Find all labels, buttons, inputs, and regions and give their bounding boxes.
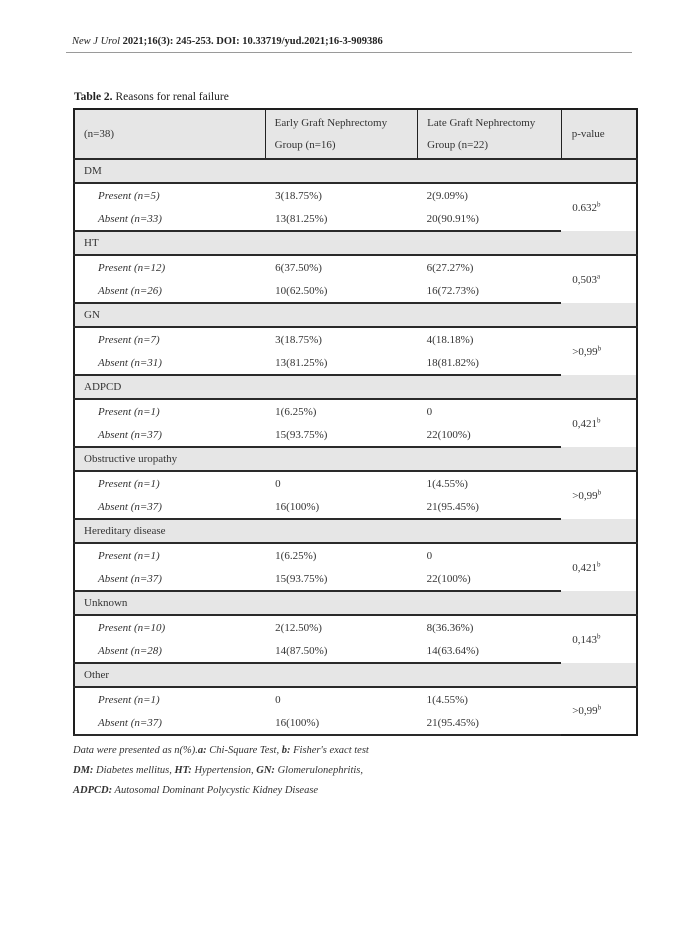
present-label: Present (n=1) [74, 471, 265, 495]
abbr-dm-key: DM: [73, 765, 94, 776]
table-footnotes [73, 741, 369, 801]
absent-label: Absent (n=37) [74, 495, 265, 519]
absent-late-value: 18(81.82%) [418, 351, 562, 375]
absent-row [74, 567, 637, 591]
present-early-value: 3(18.75%) [275, 189, 322, 202]
absent-row [74, 711, 637, 735]
abbr-adpcd-value: Autosomal Dominant Polycystic Kidney Disease [112, 785, 319, 796]
p-value-cell [561, 255, 637, 303]
footnote-line-1 [73, 741, 369, 761]
footnote-b-value: Fisher's exact test [290, 745, 369, 756]
absent-late-value: 21(95.45%) [418, 711, 562, 735]
absent-early-value: 14(87.50%) [265, 639, 417, 663]
present-row [74, 687, 637, 711]
category-label: ADPCD [74, 375, 637, 399]
absent-label: Absent (n=33) [74, 207, 265, 231]
absent-row [74, 279, 637, 303]
present-early-value: 6(37.50%) [275, 261, 322, 274]
absent-late-value: 14(63.64%) [418, 639, 562, 663]
present-row [74, 543, 637, 567]
category-row [74, 303, 637, 327]
absent-early-value: 16(100%) [265, 711, 417, 735]
category-label: HT [74, 231, 637, 255]
abbr-ht-value: Hypertension, [191, 765, 257, 776]
abbr-gn-value: Glomerulonephritis, [274, 765, 364, 776]
absent-label: Absent (n=37) [74, 711, 265, 735]
p-value-cell [561, 471, 637, 519]
footnote-b-key: b: [281, 745, 291, 756]
category-row [74, 159, 637, 183]
p-value: 0,503 [572, 273, 597, 286]
journal-name: New J Urol [72, 36, 121, 47]
p-value: 0,421 [572, 417, 597, 430]
footnote-line-2 [73, 761, 369, 781]
absent-label: Absent (n=37) [74, 423, 265, 447]
absent-early-value: 13(81.25%) [265, 207, 417, 231]
category-row [74, 231, 637, 255]
present-early-value: 0 [275, 693, 281, 706]
p-value: 0.632 [572, 201, 597, 214]
present-late-value: 0 [426, 549, 433, 562]
present-row [74, 399, 637, 423]
present-row [74, 327, 637, 351]
category-label: GN [74, 303, 637, 327]
header-cohort: (n=38) [74, 109, 265, 159]
absent-late-value: 22(100%) [418, 423, 562, 447]
present-late-value: 1(4.55%) [426, 693, 468, 706]
p-value-cell [561, 327, 637, 375]
running-head [72, 36, 383, 47]
present-early-value: 1(6.25%) [275, 549, 317, 562]
present-label: Present (n=10) [74, 615, 265, 639]
header-divider [66, 52, 632, 53]
absent-early-value: 15(93.75%) [265, 567, 417, 591]
citation: 2021;16(3): 245-253. DOI: 10.33719/yud.2021;16-3-909386 [122, 36, 383, 47]
p-value-test-marker: b [596, 631, 601, 640]
header-late-group [418, 109, 562, 159]
absent-row [74, 495, 637, 519]
p-value: >0,99 [572, 705, 598, 717]
present-row [74, 471, 637, 495]
present-late-value: 0 [426, 405, 433, 418]
category-label: Other [74, 663, 637, 687]
category-row [74, 375, 637, 399]
present-late-value: 1(4.55%) [426, 477, 468, 490]
header-late-line1: Late Graft Nephrectomy [427, 117, 536, 129]
absent-label: Absent (n=37) [74, 567, 265, 591]
p-value-cell [561, 183, 637, 231]
p-value: >0,99 [572, 489, 598, 502]
footnote-a-value: Chi-Square Test, [206, 745, 282, 756]
p-value-cell [561, 687, 637, 735]
reasons-table [73, 108, 638, 736]
p-value: >0,99 [572, 345, 598, 358]
absent-label: Absent (n=28) [74, 639, 265, 663]
absent-row [74, 639, 637, 663]
absent-late-value: 20(90.91%) [418, 207, 562, 231]
present-late-value: 6(27.27%) [426, 261, 474, 274]
absent-label: Absent (n=31) [74, 351, 265, 375]
table-caption [74, 91, 229, 103]
present-label: Present (n=5) [74, 183, 265, 207]
absent-row [74, 207, 637, 231]
footnote-data-presentation: Data were presented as n(%). [73, 745, 198, 756]
present-row [74, 255, 637, 279]
present-label: Present (n=7) [74, 327, 265, 351]
p-value-test-marker: b [596, 559, 601, 568]
present-late-value: 2(9.09%) [426, 189, 468, 202]
absent-row [74, 423, 637, 447]
abbr-dm-value: Diabetes mellitus, [93, 765, 175, 776]
category-label: Unknown [74, 591, 637, 615]
present-late-value: 8(36.36%) [426, 621, 474, 634]
header-early-line2: Group (n=16) [274, 139, 336, 151]
table-label: Table 2. [74, 91, 113, 103]
p-value-test-marker: a [596, 271, 601, 280]
present-label: Present (n=1) [74, 543, 265, 567]
header-p-value: p-value [561, 109, 637, 159]
present-row [74, 615, 637, 639]
category-row [74, 663, 637, 687]
category-label: Hereditary disease [74, 519, 637, 543]
header-early-line1: Early Graft Nephrectomy [274, 117, 388, 129]
p-value-test-marker: b [597, 343, 602, 352]
table-header-row [74, 109, 637, 159]
category-row [74, 519, 637, 543]
table-title: Reasons for renal failure [115, 91, 229, 103]
category-row [74, 591, 637, 615]
present-early-value: 2(12.50%) [275, 621, 322, 634]
absent-early-value: 15(93.75%) [265, 423, 417, 447]
absent-row [74, 351, 637, 375]
abbr-gn-key: GN: [256, 765, 275, 776]
present-early-value: 1(6.25%) [275, 405, 317, 418]
header-late-line2: Group (n=22) [427, 139, 489, 151]
p-value-cell [561, 543, 637, 591]
category-label: Obstructive uropathy [74, 447, 637, 471]
present-row [74, 183, 637, 207]
abbr-ht-key: HT: [174, 765, 192, 776]
footnote-line-3 [73, 781, 369, 801]
absent-early-value: 16(100%) [265, 495, 417, 519]
p-value-test-marker: b [597, 703, 602, 712]
p-value-test-marker: b [596, 415, 601, 424]
present-early-value: 3(18.75%) [275, 333, 322, 346]
p-value: 0,143 [572, 633, 597, 646]
absent-early-value: 13(81.25%) [265, 351, 417, 375]
p-value-test-marker: b [597, 487, 602, 496]
category-row [74, 447, 637, 471]
header-early-group [265, 109, 417, 159]
p-value: 0,421 [572, 561, 597, 574]
absent-label: Absent (n=26) [74, 279, 265, 303]
present-label: Present (n=1) [74, 399, 265, 423]
absent-late-value: 21(95.45%) [418, 495, 562, 519]
present-late-value: 4(18.18%) [426, 333, 474, 346]
category-label: DM [74, 159, 637, 183]
abbr-adpcd-key: ADPCD: [73, 785, 113, 796]
absent-early-value: 10(62.50%) [265, 279, 417, 303]
p-value-test-marker: b [596, 199, 601, 208]
present-label: Present (n=1) [74, 687, 265, 711]
p-value-cell [561, 615, 637, 663]
footnote-a-key: a: [197, 745, 207, 756]
p-value-cell [561, 399, 637, 447]
absent-late-value: 16(72.73%) [418, 279, 562, 303]
absent-late-value: 22(100%) [418, 567, 562, 591]
present-early-value: 0 [275, 477, 281, 490]
present-label: Present (n=12) [74, 255, 265, 279]
